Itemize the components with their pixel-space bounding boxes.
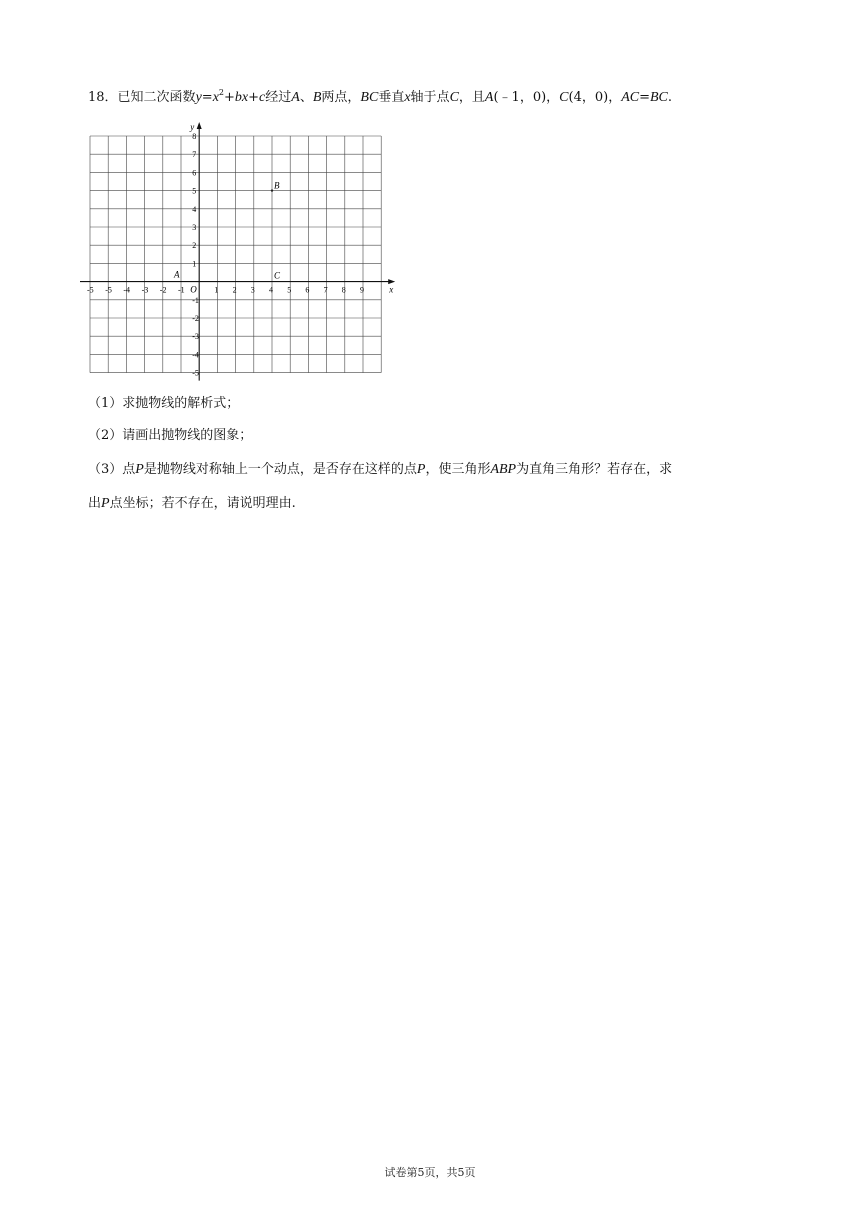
y-tick-label: -3 — [192, 332, 199, 342]
eq-exponent: 2 — [218, 88, 224, 97]
x-tick-label: 7 — [323, 285, 328, 295]
part-1-number: （1） — [88, 396, 123, 411]
eq-y: y — [195, 90, 202, 105]
point-a-label: A — [174, 269, 180, 280]
stem-coord-a: (﹣1，0)， — [493, 90, 560, 105]
y-axis-label: y — [190, 122, 195, 132]
stem-point-a: A — [291, 90, 300, 105]
stem-coord-c-name: C — [559, 90, 569, 105]
x-tick-label: 1 — [214, 285, 219, 295]
x-tick-labels — [87, 286, 364, 295]
coordinate-grid-figure — [78, 120, 398, 382]
question-number: 18． — [88, 90, 118, 105]
origin-label: O — [190, 284, 197, 295]
stem-and: ，且 — [458, 90, 485, 105]
y-tick-label: 8 — [192, 132, 197, 141]
x-tick-label: 4 — [269, 285, 273, 295]
x-tick-label: -1 — [178, 285, 185, 295]
y-axis-arrow-icon — [197, 122, 202, 129]
y-tick-label: 4 — [192, 204, 197, 214]
y-tick-label: -2 — [192, 314, 199, 323]
y-tick-label: 7 — [192, 150, 197, 160]
part-3-t3: ，使三角形 — [425, 462, 491, 477]
x-tick-label: -4 — [123, 285, 131, 295]
x-tick-label: 9 — [360, 285, 364, 295]
y-tick-label: 1 — [192, 259, 197, 269]
stem-axis-x: x — [404, 90, 411, 105]
stem-coord-c: (4，0)， — [568, 90, 622, 105]
eq-equals: = — [201, 90, 213, 105]
part-1 — [88, 394, 239, 414]
x-axis-arrow-icon — [388, 279, 395, 284]
stem-seg-bc: BC — [360, 90, 379, 105]
stem-two-points: 两点， — [321, 90, 361, 105]
stem-point-c: C — [449, 90, 459, 105]
stem-ac: AC — [621, 90, 640, 105]
part-3-t6: 点坐标；若不存在，请说明理由. — [109, 496, 296, 511]
part-3-p2: P — [416, 462, 426, 477]
part-3-t5: 出 — [88, 496, 102, 511]
eq-plus-1: + — [224, 90, 235, 105]
x-tick-label: 6 — [305, 285, 310, 295]
stem-passes: 经过 — [265, 90, 292, 105]
y-tick-label: 3 — [192, 223, 197, 232]
eq-bx: bx — [234, 90, 249, 105]
part-3-number: （3） — [88, 462, 123, 477]
part-2-number: （2） — [88, 428, 123, 443]
eq-plus-2: + — [248, 90, 260, 105]
stem-point-b: B — [312, 90, 322, 105]
part-2-text: 请画出抛物线的图象； — [122, 428, 253, 443]
x-tick-label: 2 — [232, 285, 237, 295]
y-tick-label: 2 — [192, 241, 197, 251]
part-3-line-1 — [88, 460, 672, 480]
eq-c: c — [259, 90, 266, 105]
grid-lines — [90, 136, 381, 373]
part-2 — [88, 426, 252, 446]
coordinate-grid-svg — [78, 120, 398, 382]
x-tick-label: 3 — [250, 285, 255, 295]
x-tick-label: 8 — [341, 285, 346, 295]
part-3-abp: ABP — [490, 462, 517, 477]
y-tick-labels — [192, 132, 199, 378]
y-tick-label: 6 — [192, 168, 197, 178]
part-3-t2: 是抛物线对称轴上一个动点，是否存在这样的点 — [143, 462, 417, 477]
stem-perp: 垂直 — [378, 90, 405, 105]
y-tick-label: -4 — [192, 350, 199, 360]
part-3-t4: 为直角三角形？若存在，求 — [516, 462, 673, 477]
x-tick-label: -2 — [159, 285, 167, 295]
point-c-label: C — [274, 270, 281, 281]
axes — [80, 122, 395, 381]
page-footer: 试卷第5页，共5页 — [384, 1166, 476, 1179]
part-3-p1: P — [135, 462, 144, 477]
x-axis-label: x — [389, 284, 394, 295]
stem-sep: 、 — [299, 90, 313, 105]
y-tick-label: 5 — [192, 186, 197, 196]
question-18-stem — [88, 88, 672, 108]
part-3-p3: P — [101, 496, 110, 511]
part-1-text: 求抛物线的解析式； — [122, 396, 240, 411]
stem-eq-sign: = — [639, 90, 650, 105]
y-tick-label: -5 — [192, 368, 199, 378]
x-tick-label: -5 — [87, 285, 94, 295]
x-tick-label: -5 — [105, 285, 112, 295]
x-tick-label: 5 — [287, 285, 292, 295]
stem-period: . — [667, 90, 673, 105]
stem-coord-a-name: A — [484, 90, 494, 105]
point-b-marker — [271, 189, 273, 191]
point-b-label: B — [274, 180, 280, 191]
y-tick-label: -1 — [192, 295, 199, 305]
stem-perp-end: 轴于点 — [410, 90, 450, 105]
eq-x: x — [212, 90, 219, 105]
part-3-line-2 — [88, 494, 296, 514]
stem-bc: BC — [650, 90, 668, 105]
x-tick-label: -3 — [141, 285, 149, 295]
part-3-t1: 点 — [122, 462, 136, 477]
stem-prefix: 已知二次函数 — [117, 90, 196, 105]
